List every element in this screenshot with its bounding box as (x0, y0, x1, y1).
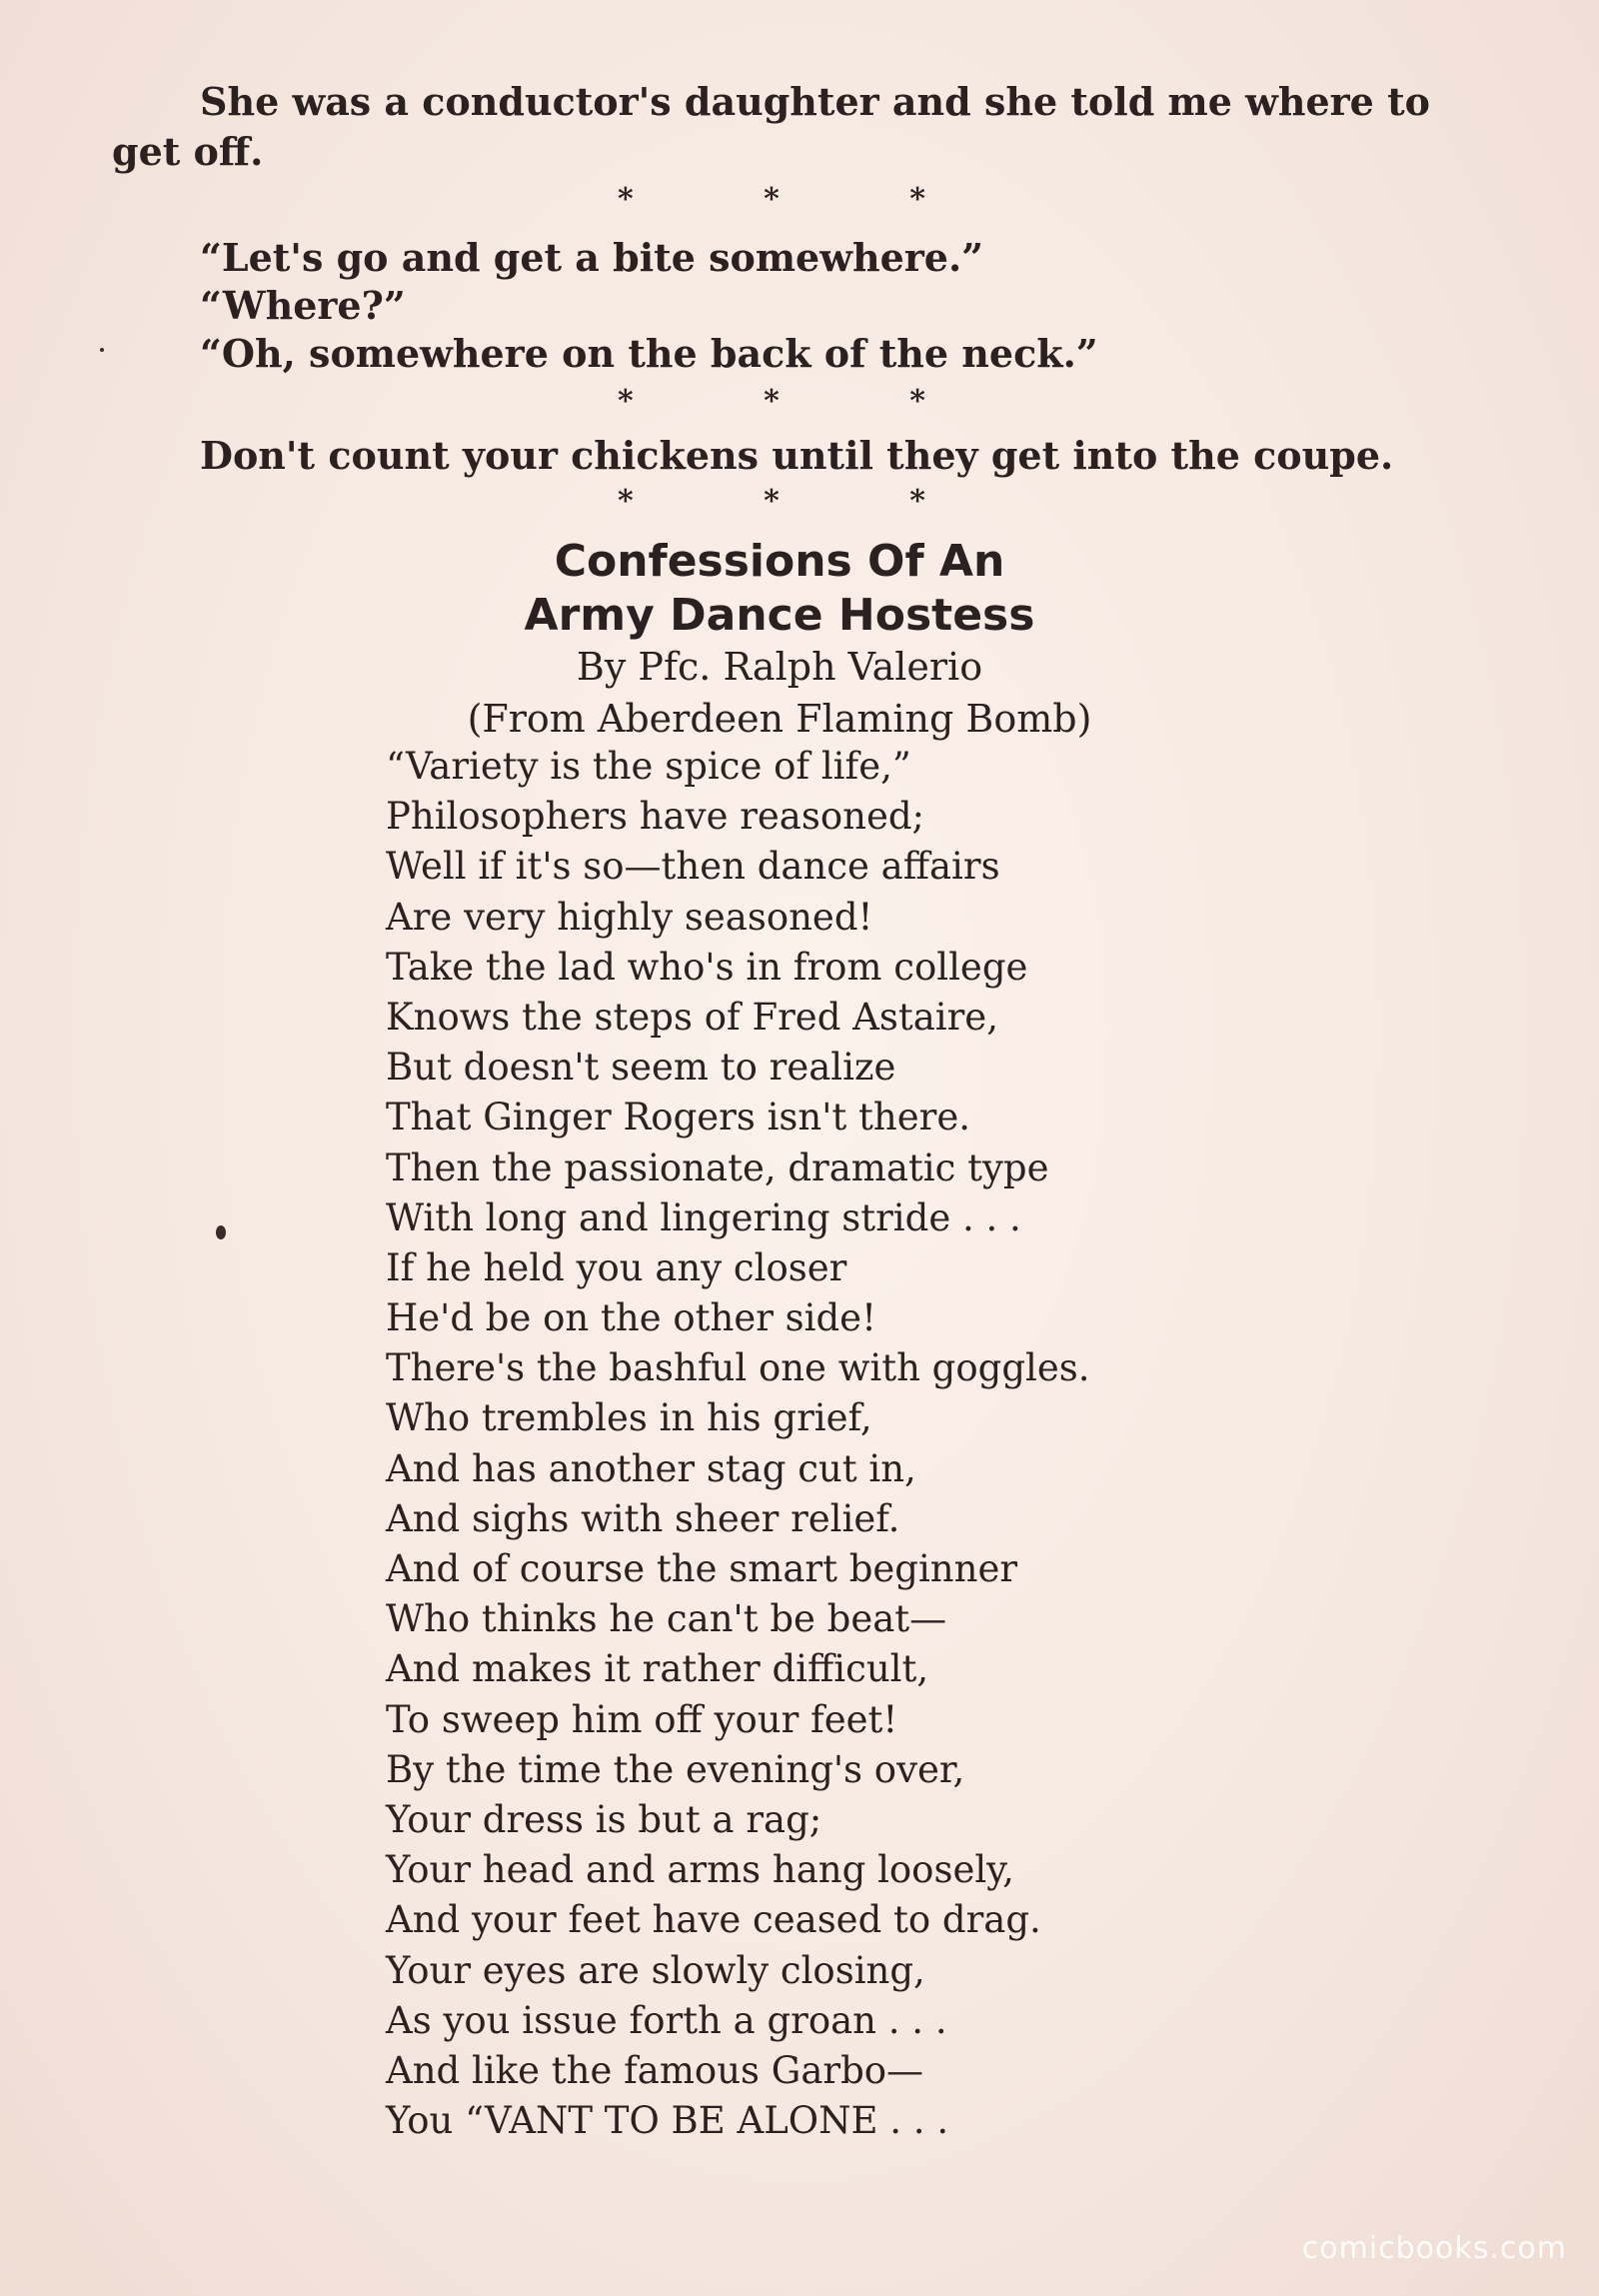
dialog-line: “Oh, somewhere on the back of the neck.” (200, 331, 1098, 376)
poem-line: But doesn't seem to realize (386, 1046, 896, 1090)
poem-line: To sweep him off your feet! (386, 1697, 898, 1741)
separator-stars: * * * (618, 384, 985, 419)
poem-line: Your head and arms hang loosely, (386, 1848, 1014, 1892)
poem-line: Who trembles in his grief, (386, 1396, 872, 1440)
poem-line: He'd be on the other side! (386, 1296, 876, 1340)
poem-line: And like the famous Garbo— (386, 2048, 924, 2092)
dialog-line: “Where?” (200, 283, 406, 328)
dialog-line: “Let's go and get a bite somewhere.” (200, 235, 984, 280)
ink-speck (100, 348, 104, 352)
joke-conductor-line1: She was a conductor's daughter and she told me where to (200, 79, 1430, 124)
poem-title-line2: Army Dance Hostess (524, 590, 1035, 641)
poem-line: And sighs with sheer relief. (386, 1496, 900, 1540)
poem-author: By Pfc. Ralph Valerio (576, 645, 983, 689)
joke-conductor-line2: get off. (112, 129, 264, 174)
separator-stars: * * * (618, 182, 985, 217)
poem-line: And your feet have ceased to drag. (386, 1898, 1041, 1942)
poem-line: Knows the steps of Fred Astaire, (386, 995, 998, 1039)
poem-line: Take the lad who's in from college (386, 945, 1028, 989)
poem-line: Philosophers have reasoned; (386, 795, 925, 839)
poem-line: If he held you any closer (386, 1245, 847, 1289)
poem-line: Your eyes are slowly closing, (386, 1948, 925, 1992)
poem-source: (From Aberdeen Flaming Bomb) (467, 697, 1092, 741)
poem-line: Well if it's so—then dance affairs (386, 845, 1000, 889)
poem-line: Then the passionate, dramatic type (386, 1146, 1049, 1189)
poem-line: You “VANT TO BE ALONE . . . (386, 2099, 949, 2143)
poem-line: And of course the smart beginner (386, 1547, 1018, 1590)
watermark: comicbooks.com (1301, 2231, 1567, 2266)
poem-line: Your dress is but a rag; (386, 1797, 822, 1841)
ink-speck (216, 1225, 226, 1239)
joke-proverb: Don't count your chickens until they get into the coupe. (200, 433, 1394, 478)
poem-title-line1: Confessions Of An (554, 536, 1005, 587)
poem-line: “Variety is the spice of life,” (386, 745, 911, 788)
poem-line: Who thinks he can't be beat— (386, 1597, 947, 1641)
poem-line: With long and lingering stride . . . (386, 1195, 1021, 1239)
separator-stars: * * * (618, 484, 985, 519)
poem-line: There's the bashful one with goggles. (386, 1346, 1090, 1390)
poem-line: That Ginger Rogers isn't there. (386, 1096, 970, 1140)
joke-dialog (200, 234, 1098, 378)
poem-line: As you issue forth a groan . . . (386, 1998, 947, 2042)
poem-line: And has another stag cut in, (386, 1446, 916, 1490)
poem-body (386, 742, 1089, 2146)
poem-line: Are very highly seasoned! (386, 895, 873, 939)
poem-line: And makes it rather difficult, (386, 1647, 929, 1691)
poem-line: By the time the evening's over, (386, 1747, 965, 1791)
